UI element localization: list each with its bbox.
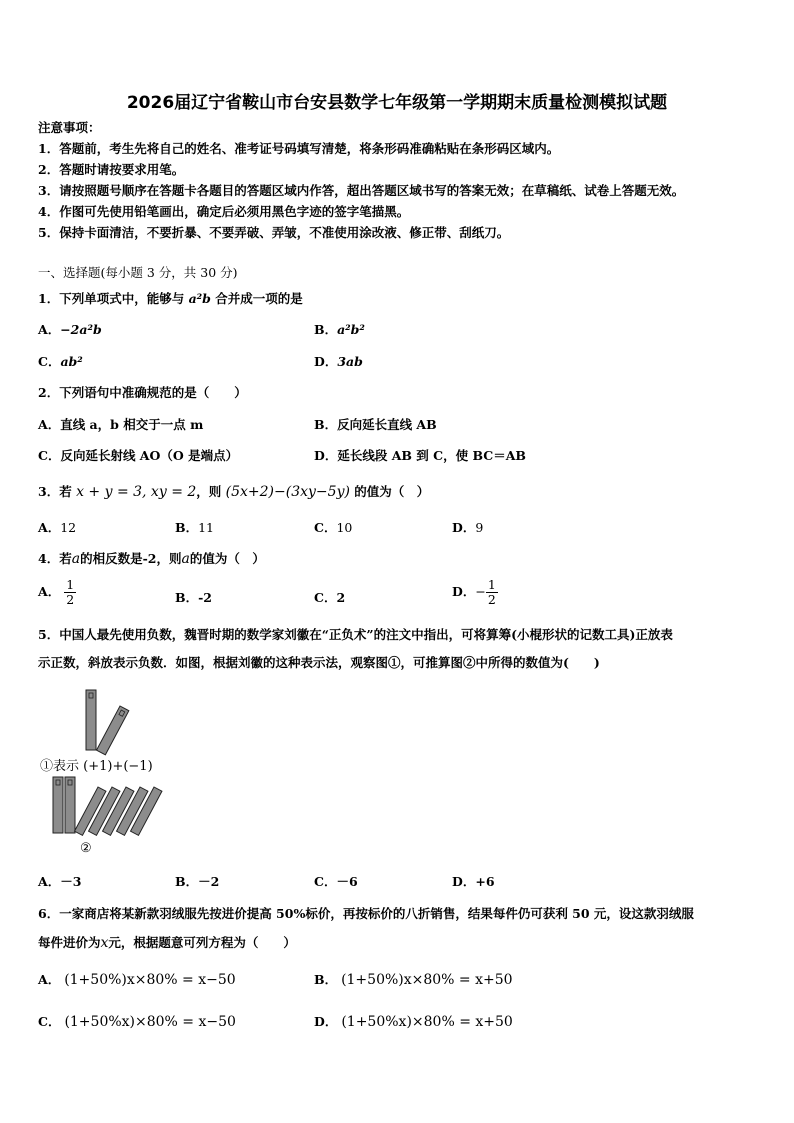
q4-d-numerator: 1 [487, 577, 496, 592]
question-2-stem: 2．下列语句中准确规范的是（ ） [38, 385, 247, 400]
q6-stem-b: 元，根据题意可列方程为（ ） [108, 935, 296, 950]
q4-a-numerator: 1 [66, 577, 75, 592]
q6-option-a-label: A． [38, 972, 61, 987]
q6-option-c-text: (1+50%x)×80% = x−50 [64, 1014, 236, 1030]
q1-option-a-label: A． [38, 322, 61, 337]
q1-option-a-text: −2a²b [60, 322, 102, 337]
q6-option-d-text: (1+50%x)×80% = x+50 [341, 1014, 513, 1030]
q6-option-a-text: (1+50%)x×80% = x−50 [64, 972, 236, 988]
q3-option-b [175, 520, 214, 536]
q1-option-d-text: 3ab [337, 354, 363, 369]
q3-stem-a: 3．若 [38, 484, 72, 499]
q5-option-c: C．－6 [314, 874, 358, 889]
q6-stem-a: 每件进价为 [38, 935, 101, 950]
q4-var-1: a [71, 551, 81, 567]
q3-option-d [452, 520, 483, 536]
question-5-stem-line2: 示正数，斜放表示负数．如图，根据刘徽的这种表示法，观察图①，可推算图②中所得的数值为( ) [38, 655, 600, 670]
q1-option-b [314, 322, 365, 338]
notice-heading: 注意事项： [38, 120, 101, 135]
rod-upright [86, 690, 96, 750]
question-6-stem-line2 [38, 935, 296, 951]
q5-option-a: A．－3 [38, 874, 82, 889]
rod-upright-1 [53, 777, 63, 833]
page-title: 2026届辽宁省鞍山市台安县数学七年级第一学期期末质量检测模拟试题 [126, 93, 668, 113]
q3-option-c [314, 520, 352, 536]
q4-option-d-fraction [486, 578, 498, 607]
q4-option-d-label: D． [452, 584, 476, 599]
q4-stem-c: 的值为（ ） [189, 551, 265, 566]
q3-option-b-label: B． [175, 520, 199, 535]
q5-option-b: B．－2 [175, 874, 220, 889]
notice-item-2: 2．答题时请按要求用笔。 [38, 162, 185, 177]
q3-option-a [38, 520, 76, 536]
q1-option-c [38, 354, 83, 370]
q1-option-b-text: a²b² [337, 322, 365, 337]
q6-option-d-label: D． [314, 1014, 338, 1029]
q1-option-a [38, 322, 102, 338]
q1-option-c-text: ab² [60, 354, 83, 369]
q4-a-denominator: 2 [66, 592, 75, 607]
q3-option-d-text: 9 [475, 520, 484, 535]
notice-item-1: 1．答题前，考生先将自己的姓名、准考证号码填写清楚，将条形码准确粘贴在条形码区域内。 [38, 141, 560, 156]
question-4-stem [38, 551, 265, 567]
notice-item-3: 3．请按照题号顺序在答题卡各题目的答题区域内作答，超出答题区域书写的答案无效；在草稿纸、试卷上答题无效。 [38, 183, 685, 198]
q1-option-b-label: B． [314, 322, 338, 337]
q3-condition: x + y = 3, xy = 2 [76, 484, 197, 500]
q5-option-d: D．+6 [452, 874, 495, 889]
q6-option-a [38, 972, 236, 988]
q1-option-d-label: D． [314, 354, 338, 369]
q4-option-a [38, 578, 76, 607]
q2-option-a: A．直线 a，b 相交于一点 m [38, 417, 204, 432]
q2-option-d: D．延长线段 AB 到 C，使 BC＝AB [314, 448, 526, 463]
q4-option-c: C．2 [314, 590, 346, 605]
q6-option-d [314, 1014, 513, 1030]
notice-item-5: 5．保持卡面清洁，不要折暴、不要弄破、弄皱，不准使用涂改液、修正带、刮纸刀。 [38, 225, 510, 240]
q3-expression: (5x+2)−(3xy−5y) [225, 484, 350, 500]
question-3-stem [38, 484, 429, 500]
q1-option-d [314, 354, 363, 370]
q6-option-c [38, 1014, 236, 1030]
section-heading: 一、选择题(每小题 3 分，共 30 分) [38, 265, 238, 280]
question-1-stem [38, 291, 303, 307]
notice-item-4: 4．作图可先使用铅笔画出，确定后必须用黑色字迹的签字笔描黑。 [38, 204, 410, 219]
rod-upright-2 [65, 777, 75, 833]
q3-option-b-text: 11 [198, 520, 214, 535]
q1-stem-var: a²b [188, 291, 211, 306]
q3-stem-c: 的值为（ ） [354, 484, 430, 499]
figure-1-label: ①表示 (+1)+(−1) [40, 759, 153, 774]
q4-option-a-label: A． [38, 584, 61, 599]
q3-option-c-text: 10 [336, 520, 353, 535]
q3-option-d-label: D． [452, 520, 476, 535]
q3-option-a-label: A． [38, 520, 61, 535]
q4-d-denominator: 2 [487, 592, 496, 607]
figure-2-label: ② [80, 841, 92, 856]
q6-option-b [314, 972, 513, 988]
q4-stem-b: 的相反数是-2，则 [80, 551, 182, 566]
rod-slanted [97, 706, 129, 755]
figure-2-counting-rods [50, 777, 180, 837]
q1-stem-b: 合并成一项的是 [215, 291, 303, 306]
q4-option-d [452, 578, 498, 607]
q3-option-c-label: C． [314, 520, 337, 535]
q6-option-b-text: (1+50%)x×80% = x+50 [341, 972, 513, 988]
q4-option-a-fraction [64, 578, 76, 607]
q4-stem-a: 4．若 [38, 551, 72, 566]
q4-d-sign: − [475, 584, 486, 599]
q3-option-a-text: 12 [60, 520, 77, 535]
q4-var-2: a [181, 551, 190, 567]
q2-option-b: B．反向延长直线 AB [314, 417, 437, 432]
q2-option-c: C．反向延长射线 AO（O 是端点） [38, 448, 239, 463]
q4-option-b: B．-2 [175, 590, 212, 605]
q1-stem-a: 1．下列单项式中，能够与 [38, 291, 185, 306]
question-5-stem-line1: 5．中国人最先使用负数，魏晋时期的数学家刘徽在“正负术”的注文中指出，可将算筹(小棍形状的记数工具)正放表 [38, 627, 673, 642]
q3-stem-b: ，则 [196, 484, 222, 499]
q6-option-c-label: C． [38, 1014, 61, 1029]
figure-1-counting-rods [80, 690, 170, 760]
q6-option-b-label: B． [314, 972, 338, 987]
q6-stem-var: x [100, 935, 109, 951]
q1-option-c-label: C． [38, 354, 61, 369]
question-6-stem-line1: 6．一家商店将某新款羽绒服先按进价提高 50%标价，再按标价的八折销售，结果每件仍可获利 50 元，设这款羽绒服 [38, 906, 694, 921]
